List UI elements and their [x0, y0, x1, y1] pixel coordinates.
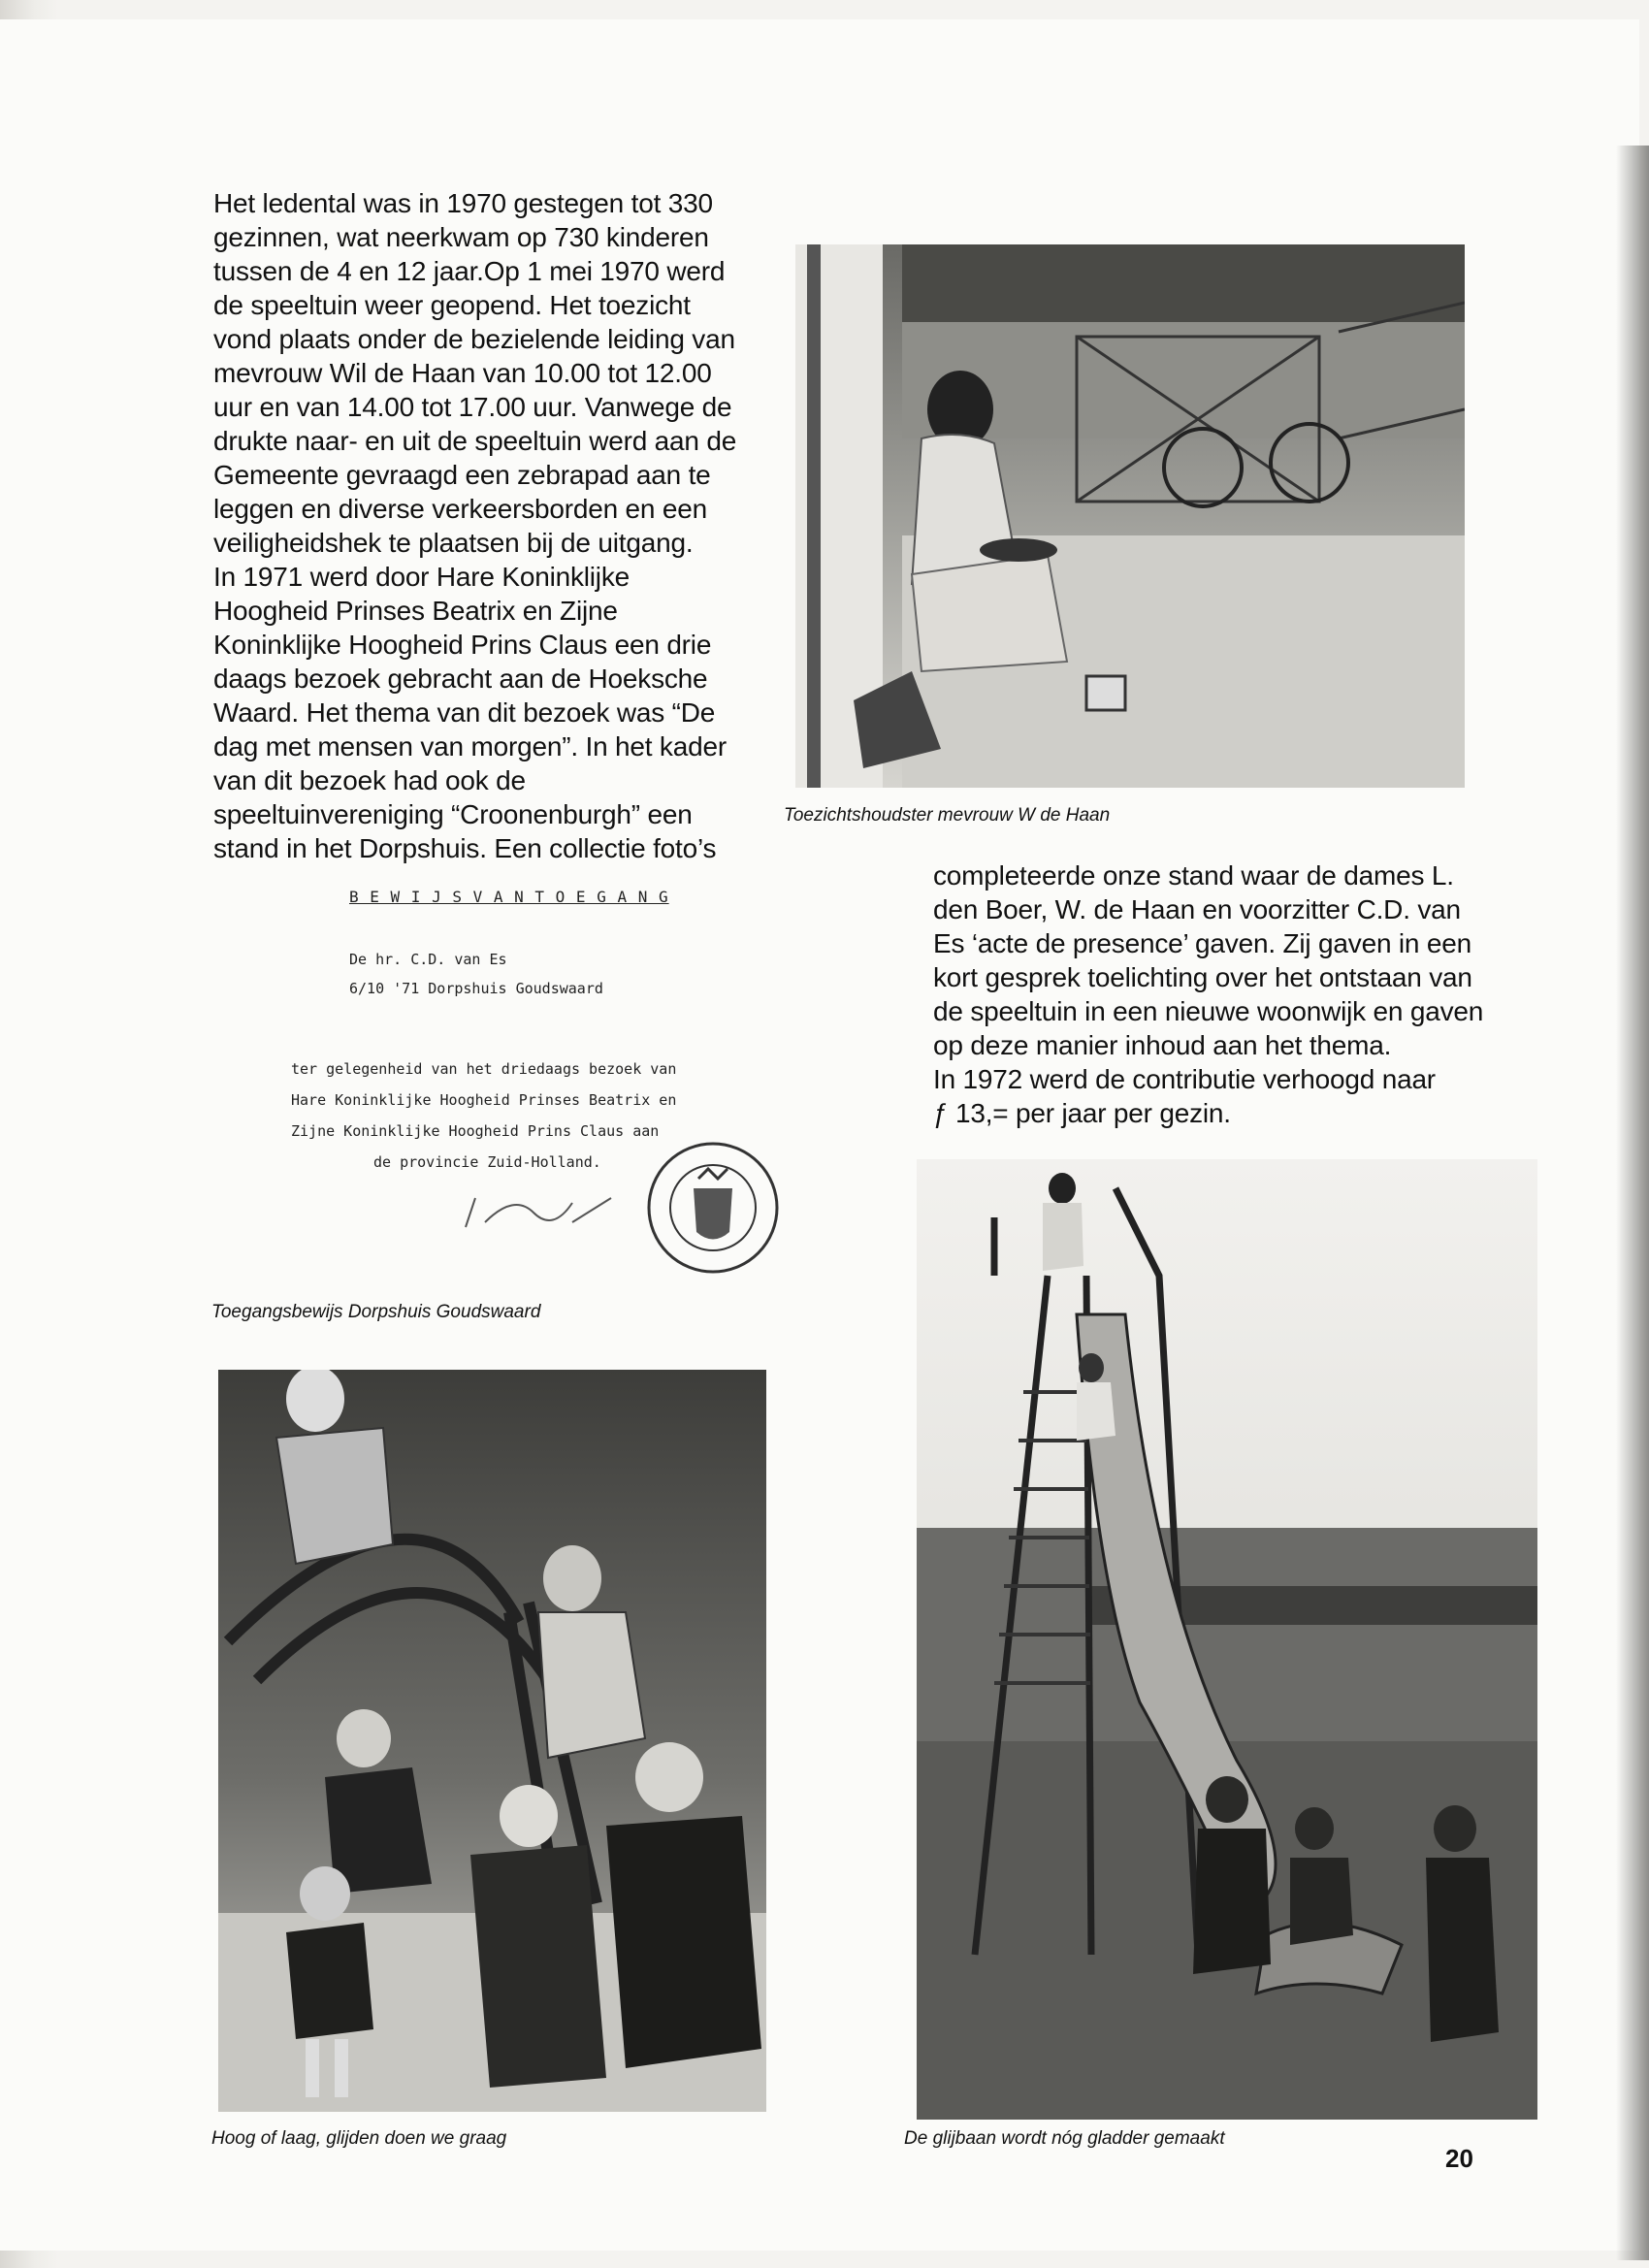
column-1-line: In 1971 werd door Hare Koninklijke — [213, 562, 630, 592]
caption-ticket: Toegangsbewijs Dorpshuis Goudswaard — [211, 1302, 541, 1322]
column-1-line: drukte naar- en uit de speeltuin werd aan de — [213, 426, 737, 456]
ticket-body-4: de provincie Zuid-Holland. — [373, 1153, 601, 1171]
column-1-line: Waard. Het thema van dit bezoek was “De — [213, 697, 716, 728]
caption-photo-bottom-right: De glijbaan wordt nóg gladder gemaakt — [904, 2128, 1225, 2149]
ticket-heading: B E W I J S V A N T O E G A N G — [349, 888, 669, 906]
photo-children-climbing — [218, 1370, 766, 2112]
ticket-body-3: Zijne Koninklijke Hoogheid Prins Claus aan — [291, 1122, 660, 1140]
column-2-line: op deze manier inhoud aan het thema. — [933, 1030, 1392, 1060]
column-2-line: Es ‘acte de presence’ gaven. Zij gaven in een — [933, 928, 1471, 958]
signature-mark — [456, 1183, 630, 1242]
column-1-line: Het ledental was in 1970 gestegen tot 330 — [213, 188, 713, 218]
caption-photo-top: Toezichtshoudster mevrouw W de Haan — [784, 805, 1111, 826]
page-number: 20 — [1445, 2144, 1473, 2173]
column-2-line: In 1972 werd de contributie verhoogd naar — [933, 1064, 1436, 1094]
official-stamp — [640, 1135, 786, 1280]
ticket-date-location: 6/10 '71 Dorpshuis Goudswaard — [349, 980, 603, 997]
main-text-column-2 — [933, 859, 1483, 1130]
column-1-line: Koninklijke Hoogheid Prins Claus een drie — [213, 630, 712, 660]
column-1-line: mevrouw Wil de Haan van 10.00 tot 12.00 — [213, 358, 712, 388]
ticket-name: De hr. C.D. van Es — [349, 951, 507, 968]
column-2-line: de speeltuin in een nieuwe woonwijk en gaven — [933, 996, 1484, 1026]
photo-slide — [917, 1159, 1537, 2120]
column-1-line: speeltuinvereniging “Croonenburgh” een — [213, 799, 693, 829]
page-edge-shadow — [1616, 146, 1649, 2260]
column-1-line: tussen de 4 en 12 jaar.Op 1 mei 1970 werd — [213, 256, 726, 286]
column-1-line: Hoogheid Prinses Beatrix en Zijne — [213, 596, 618, 626]
column-2-line: completeerde onze stand waar de dames L. — [933, 860, 1454, 891]
ticket-body-2: Hare Koninklijke Hoogheid Prinses Beatrix en — [291, 1091, 677, 1109]
column-2-line: den Boer, W. de Haan en voorzitter C.D. van — [933, 894, 1461, 924]
column-1-line: veiligheidshek te plaatsen bij de uitgang. — [213, 528, 694, 558]
caption-photo-bottom-left: Hoog of laag, glijden doen we graag — [211, 2128, 507, 2149]
column-1-line: dag met mensen van morgen”. In het kader — [213, 731, 727, 761]
column-1-line: stand in het Dorpshuis. Een collectie foto’s — [213, 833, 717, 863]
column-1-line: van dit bezoek had ook de — [213, 765, 526, 795]
ticket-body-1: ter gelegenheid van het driedaags bezoek van — [291, 1060, 677, 1078]
column-1-line: uur en van 14.00 tot 17.00 uur. Vanwege de — [213, 392, 732, 422]
column-2-line: kort gesprek toelichting over het ontstaan van — [933, 962, 1472, 992]
column-2-line: ƒ 13,= per jaar per gezin. — [933, 1098, 1231, 1128]
column-1-line: gezinnen, wat neerkwam op 730 kinderen — [213, 222, 709, 252]
entrance-ticket — [291, 878, 795, 1266]
column-1-line: daags bezoek gebracht aan de Hoeksche — [213, 664, 708, 694]
column-1-line: de speeltuin weer geopend. Het toezicht — [213, 290, 691, 320]
photo-supervisor — [795, 244, 1465, 788]
column-1-line: leggen en diverse verkeersborden en een — [213, 494, 707, 524]
column-1-line: Gemeente gevraagd een zebrapad aan te — [213, 460, 711, 490]
main-text-column-1 — [213, 186, 736, 865]
column-1-line: vond plaats onder de bezielende leiding van — [213, 324, 735, 354]
